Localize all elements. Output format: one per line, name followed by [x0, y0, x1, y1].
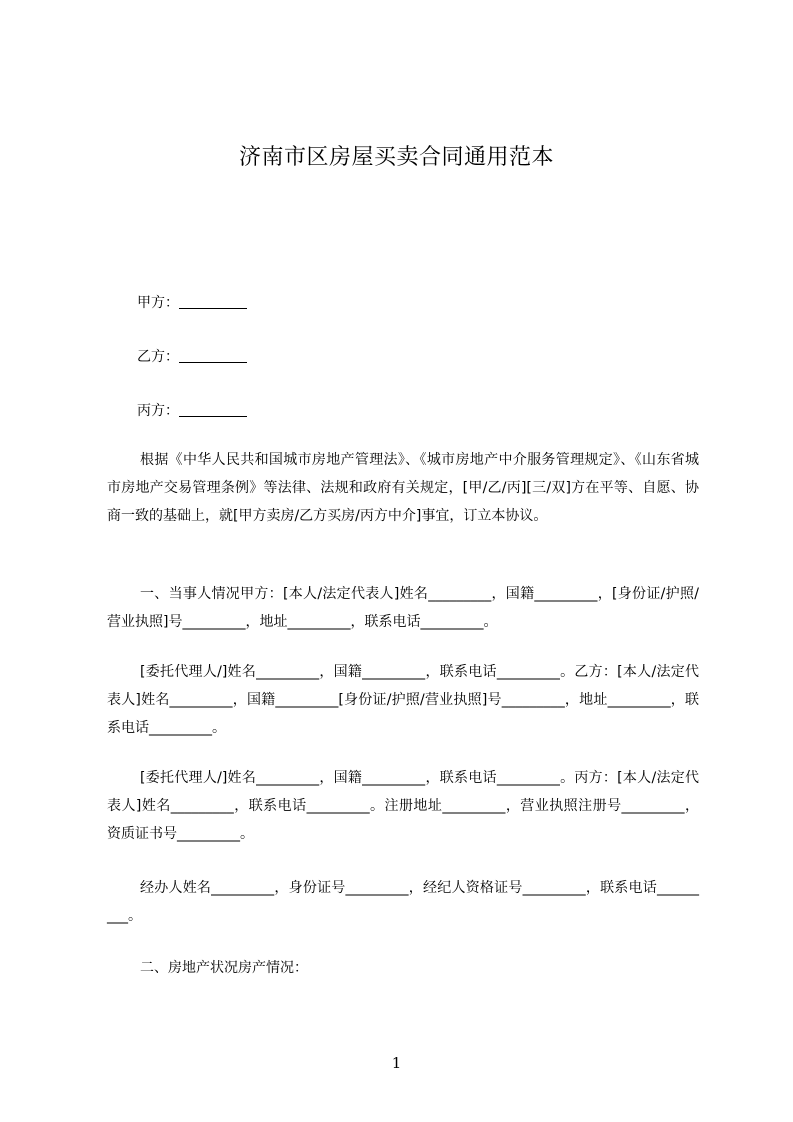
party-b-label: 乙方： — [137, 349, 179, 365]
preamble-paragraph: 根据《中华人民共和国城市房地产管理法》、《城市房地产中介服务管理规定》、《山东省城市房地产交易管理条例》等法律、法规和政府有关规定，[甲/乙/丙][三/双]方在平等、自愿、协商一致的基础上，就[甲方卖房/乙方买房/丙方中介]事宜，订立本协议。 — [107, 452, 699, 524]
party-c-info-paragraph: [委托代理人/]姓名_________，国籍_________，联系电话_________。丙方：[本人/法定代表人]姓名_________，联系电话_________。注册地址_________，营业执照注册号_________，资质证书号_________。 — [107, 770, 699, 842]
agent-info-paragraph: 经办人姓名_________，身份证号_________，经纪人资格证号_________，联系电话_________。 — [107, 880, 699, 924]
party-c-label: 丙方： — [137, 403, 179, 419]
party-b-line — [137, 346, 247, 366]
party-a-blank — [179, 294, 247, 309]
party-c-blank — [179, 402, 247, 417]
document-title: 济南市区房屋买卖合同通用范本 — [238, 145, 554, 170]
party-c-line — [137, 400, 247, 420]
party-a-label: 甲方： — [137, 295, 179, 311]
party-b-blank — [179, 348, 247, 363]
property-section-heading: 二、房地产状况房产情况： — [140, 960, 308, 976]
party-b-info-paragraph: [委托代理人/]姓名_________，国籍_________，联系电话_________。乙方：[本人/法定代表人]姓名_________，国籍_________[身份证/护照/营业执照]号_________，地址_________，联系电话_________。 — [107, 664, 699, 736]
party-a-line — [137, 292, 247, 312]
page-number: 1 — [391, 1054, 402, 1072]
party-a-info-paragraph: 一、当事人情况甲方：[本人/法定代表人]姓名_________，国籍_________，[身份证/护照/营业执照]号_________，地址_________，联系电话_________。 — [107, 586, 699, 630]
